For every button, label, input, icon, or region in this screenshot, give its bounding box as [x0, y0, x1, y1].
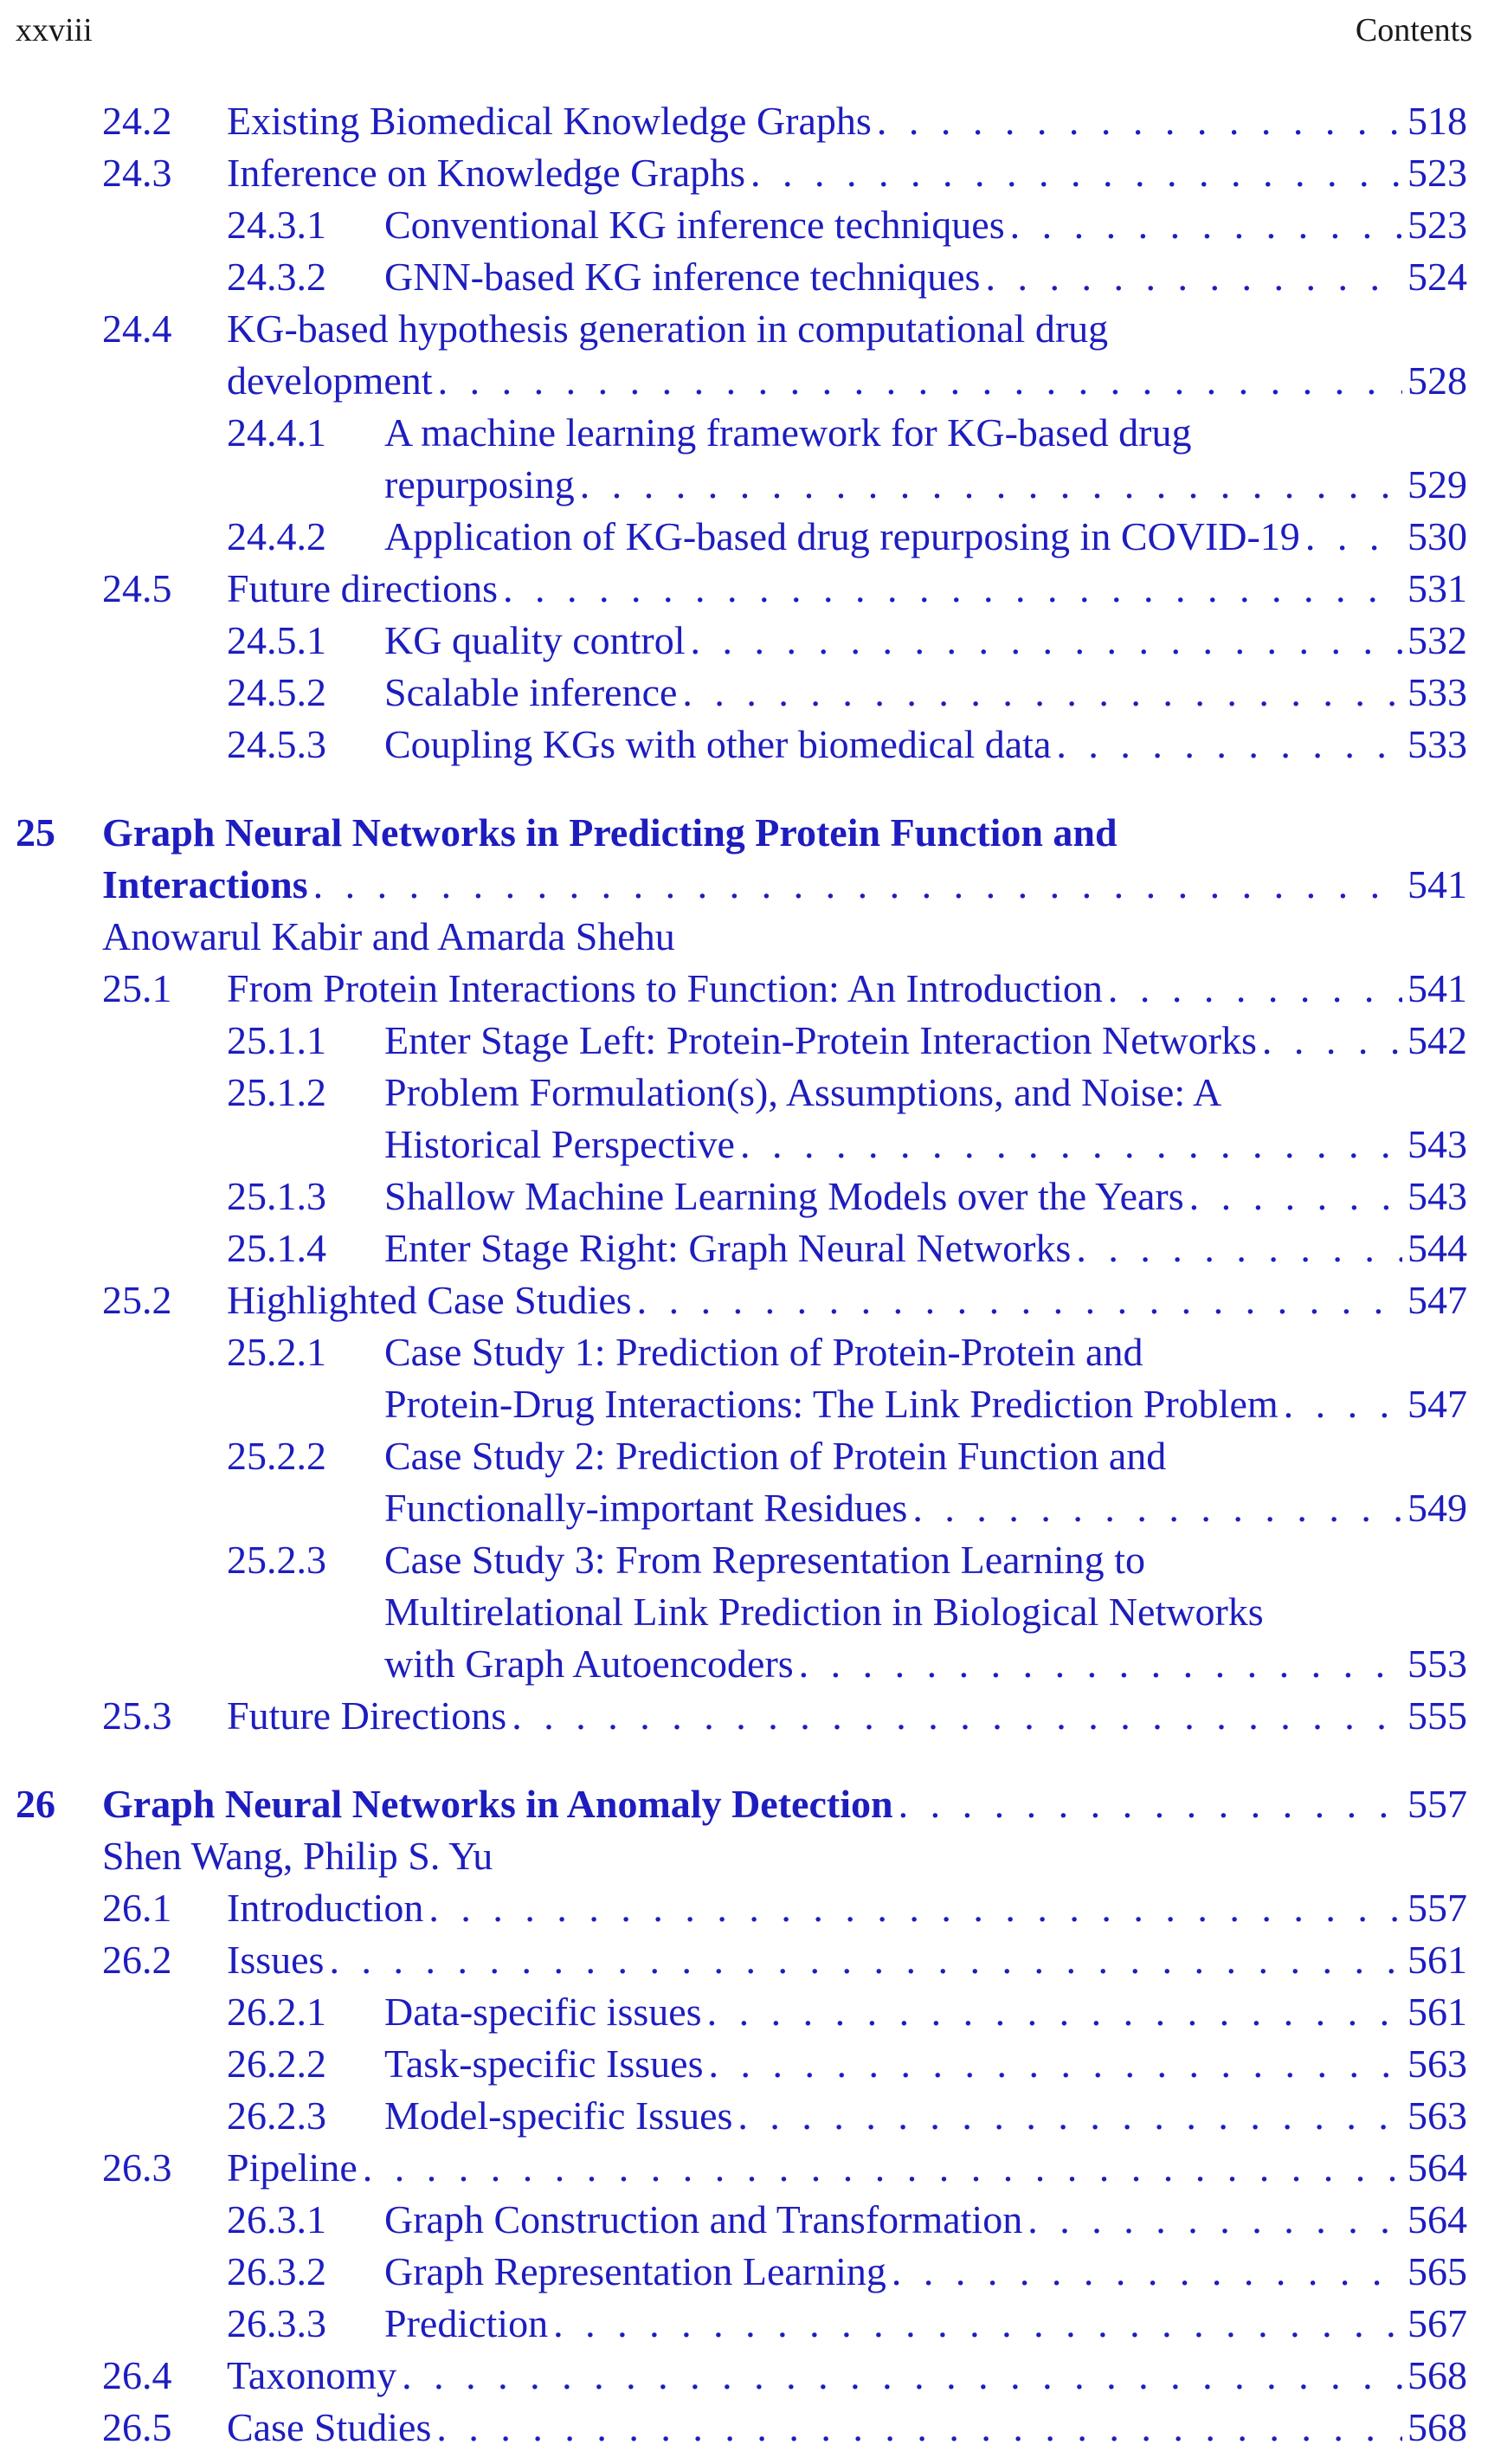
section-title: Future Directions — [227, 1693, 507, 1738]
toc-entry[interactable] — [227, 2038, 1467, 2090]
dot-leader — [1262, 1015, 1402, 1067]
page-ref: 565 — [1407, 2249, 1467, 2293]
chapter-entry[interactable] — [16, 807, 1467, 859]
page-ref: 544 — [1407, 1226, 1467, 1270]
page-ref: 523 — [1407, 203, 1467, 247]
page-ref: 532 — [1407, 618, 1467, 662]
dot-leader — [892, 2246, 1402, 2298]
section-title: Enter Stage Left: Protein-Protein Interaction Networks — [384, 1018, 1257, 1062]
section-number: 25.2.2 — [227, 1434, 326, 1478]
section-number: 26.4 — [102, 2353, 172, 2397]
dot-leader — [503, 563, 1402, 615]
dot-leader — [1284, 1378, 1402, 1430]
toc-entry[interactable] — [227, 1326, 1467, 1378]
dot-leader — [682, 667, 1402, 719]
running-title: Contents — [1355, 12, 1472, 48]
toc-entry[interactable] — [102, 1882, 1467, 1934]
section-title: repurposing — [384, 462, 575, 506]
dot-leader — [512, 1690, 1402, 1742]
section-number: 26.2.3 — [227, 2093, 326, 2138]
toc-entry[interactable] — [102, 2142, 1467, 2194]
section-number: 25.2.3 — [227, 1538, 326, 1582]
page-ref: 542 — [1407, 1018, 1467, 1062]
dot-leader — [738, 2090, 1402, 2142]
toc-entry-continuation[interactable] — [384, 1482, 1467, 1534]
toc-entry[interactable] — [102, 2350, 1467, 2402]
dot-leader — [1010, 199, 1402, 251]
section-title: Enter Stage Right: Graph Neural Networks — [384, 1226, 1072, 1270]
section-number: 25.1.1 — [227, 1018, 326, 1062]
dot-leader — [1076, 1222, 1402, 1274]
section-number: 24.3.1 — [227, 203, 326, 247]
section-title: Multirelational Link Prediction in Biological Networks — [384, 1590, 1264, 1634]
page-ref: 568 — [1407, 2405, 1467, 2449]
toc-entry-continuation[interactable] — [384, 459, 1467, 511]
toc-entry[interactable] — [102, 1274, 1467, 1326]
section-title: Coupling KGs with other biomedical data — [384, 722, 1052, 766]
section-title: Future directions — [227, 566, 498, 610]
section-title: Task-specific Issues — [384, 2042, 704, 2086]
toc-entry[interactable] — [227, 1222, 1467, 1274]
page-ref: 561 — [1407, 1938, 1467, 1982]
dot-leader — [740, 1119, 1402, 1171]
chapter-entry-continuation[interactable] — [102, 859, 1467, 911]
page-ref: 567 — [1407, 2301, 1467, 2345]
section-number: 26.3.2 — [227, 2249, 326, 2293]
toc-entry[interactable] — [227, 667, 1467, 719]
section-number: 24.4.2 — [227, 514, 326, 558]
page-ref: 557 — [1407, 1886, 1467, 1930]
page-ref: 524 — [1407, 255, 1467, 299]
section-title: Prediction — [384, 2301, 549, 2345]
section-number: 24.5.3 — [227, 722, 326, 766]
section-number: 25.1.3 — [227, 1174, 326, 1218]
page-ref: 543 — [1407, 1122, 1467, 1166]
chapter-title: Graph Neural Networks in Predicting Protein Function and — [102, 810, 1118, 855]
section-number: 26.1 — [102, 1886, 172, 1930]
section-number: 24.5 — [102, 566, 172, 610]
section-number: 24.4 — [102, 306, 172, 351]
section-number: 24.5.1 — [227, 618, 326, 662]
section-number: 24.3.2 — [227, 255, 326, 299]
section-title: Pipeline — [227, 2145, 358, 2190]
section-title: Highlighted Case Studies — [227, 1278, 632, 1322]
toc-entry[interactable] — [227, 2246, 1467, 2298]
section-title: Data-specific issues — [384, 1990, 702, 2034]
dot-leader — [1189, 1171, 1402, 1222]
section-number: 26.2.2 — [227, 2042, 326, 2086]
toc-entry[interactable] — [227, 719, 1467, 771]
section-number: 26.3.1 — [227, 2197, 326, 2241]
section-title: Taxonomy — [227, 2353, 397, 2397]
toc-entry[interactable] — [227, 251, 1467, 303]
page-ref: 547 — [1407, 1278, 1467, 1322]
section-number: 25.2.1 — [227, 1330, 326, 1374]
page-ref: 555 — [1407, 1693, 1467, 1738]
page-ref: 568 — [1407, 2353, 1467, 2397]
toc-entry[interactable] — [102, 303, 1467, 355]
section-title: Introduction — [227, 1886, 424, 1930]
toc-entry[interactable] — [102, 1690, 1467, 1742]
dot-leader — [707, 1986, 1402, 2038]
toc-entry[interactable] — [102, 2402, 1467, 2454]
section-title: Functionally-important Residues — [384, 1486, 908, 1530]
page-ref: 561 — [1407, 1990, 1467, 2034]
toc-entry[interactable] — [102, 95, 1467, 147]
section-title: Historical Perspective — [384, 1122, 735, 1166]
toc-entry[interactable] — [227, 1067, 1467, 1119]
toc-entry[interactable] — [227, 511, 1467, 563]
page-ref: 547 — [1407, 1382, 1467, 1426]
toc-entry-continuation[interactable] — [384, 1378, 1467, 1430]
dot-leader — [912, 1482, 1402, 1534]
section-title: From Protein Interactions to Function: An Introduction — [227, 966, 1103, 1010]
section-title: Application of KG-based drug repurposing in COVID-19 — [384, 514, 1300, 558]
dot-leader — [877, 95, 1402, 147]
toc-entry[interactable] — [102, 147, 1467, 199]
section-title: Graph Construction and Transformation — [384, 2197, 1023, 2241]
page-number: xxviii — [16, 12, 93, 48]
dot-leader — [329, 1934, 1402, 1986]
author-names: Anowarul Kabir and Amarda Shehu — [102, 914, 675, 958]
dot-leader — [313, 859, 1402, 911]
chapter-entry[interactable] — [16, 1778, 1467, 1830]
section-title: development — [227, 358, 433, 403]
page-ref: 533 — [1407, 722, 1467, 766]
section-title: Protein-Drug Interactions: The Link Prediction Problem — [384, 1382, 1279, 1426]
page-ref: 531 — [1407, 566, 1467, 610]
dot-leader — [438, 355, 1402, 407]
toc-entry[interactable] — [227, 1430, 1467, 1482]
dot-leader — [637, 1274, 1402, 1326]
section-title: Existing Biomedical Knowledge Graphs — [227, 99, 872, 143]
section-title: Conventional KG inference techniques — [384, 203, 1005, 247]
page-ref: 530 — [1407, 514, 1467, 558]
dot-leader — [553, 2298, 1402, 2350]
dot-leader — [580, 459, 1402, 511]
toc-entry[interactable] — [227, 1986, 1467, 2038]
dot-leader — [436, 2402, 1402, 2454]
section-title: Case Study 1: Prediction of Protein-Protein and — [384, 1330, 1143, 1374]
page-ref: 564 — [1407, 2197, 1467, 2241]
section-title: KG quality control — [384, 618, 686, 662]
section-number: 24.3 — [102, 151, 172, 195]
section-number: 24.5.2 — [227, 670, 326, 714]
page-ref: 528 — [1407, 358, 1467, 403]
page-ref: 563 — [1407, 2093, 1467, 2138]
toc-entry-continuation[interactable] — [384, 1638, 1467, 1690]
page-ref: 518 — [1407, 99, 1467, 143]
dot-leader — [1056, 719, 1402, 771]
section-title: Scalable inference — [384, 670, 678, 714]
chapter-number: 25 — [16, 810, 55, 855]
toc-entry[interactable] — [102, 1934, 1467, 1986]
section-title: GNN-based KG inference techniques — [384, 255, 981, 299]
chapter-authors — [102, 1830, 1467, 1882]
section-title: Graph Representation Learning — [384, 2249, 886, 2293]
running-head — [16, 9, 1472, 52]
section-number: 25.3 — [102, 1693, 172, 1738]
toc-entry[interactable] — [227, 1171, 1467, 1222]
dot-leader — [428, 1882, 1402, 1934]
section-title: Issues — [227, 1938, 325, 1982]
section-title: KG-based hypothesis generation in computational drug — [227, 306, 1109, 351]
section-title: A machine learning framework for KG-based drug — [384, 410, 1192, 455]
dot-leader — [691, 615, 1403, 667]
page-ref: 553 — [1407, 1642, 1467, 1686]
toc-entry[interactable] — [227, 2298, 1467, 2350]
page-ref: 564 — [1407, 2145, 1467, 2190]
toc-entry[interactable] — [227, 1534, 1467, 1586]
dot-leader — [709, 2038, 1403, 2090]
page-ref: 541 — [1407, 862, 1467, 906]
toc-entry[interactable] — [227, 407, 1467, 459]
toc-entry[interactable] — [227, 2194, 1467, 2246]
page-ref: 543 — [1407, 1174, 1467, 1218]
dot-leader — [799, 1638, 1402, 1690]
dot-leader — [402, 2350, 1402, 2402]
dot-leader — [1108, 963, 1402, 1015]
section-title: Shallow Machine Learning Models over the Years — [384, 1174, 1184, 1218]
section-title: Case Studies — [227, 2405, 432, 2449]
page-ref: 541 — [1407, 966, 1467, 1010]
toc-entry[interactable] — [227, 2090, 1467, 2142]
dot-leader — [363, 2142, 1402, 2194]
chapter-title: Graph Neural Networks in Anomaly Detection — [102, 1782, 893, 1826]
toc-entry-continuation[interactable] — [384, 1586, 1467, 1638]
toc-entry-continuation[interactable] — [227, 355, 1467, 407]
section-number: 26.3 — [102, 2145, 172, 2190]
section-number: 25.1.4 — [227, 1226, 326, 1270]
section-title: Model-specific Issues — [384, 2093, 733, 2138]
dot-leader — [1305, 511, 1402, 563]
section-number: 26.3.3 — [227, 2301, 326, 2345]
section-title: Inference on Knowledge Graphs — [227, 151, 746, 195]
page-ref: 529 — [1407, 462, 1467, 506]
page-ref: 523 — [1407, 151, 1467, 195]
chapter-title: Interactions — [102, 862, 308, 906]
dot-leader — [899, 1778, 1402, 1830]
section-title: Problem Formulation(s), Assumptions, and Noise: A — [384, 1070, 1222, 1114]
section-number: 25.1.2 — [227, 1070, 326, 1114]
dot-leader — [985, 251, 1402, 303]
toc-entry[interactable] — [102, 563, 1467, 615]
section-number: 26.2 — [102, 1938, 172, 1982]
dot-leader — [750, 147, 1402, 199]
toc-entry[interactable] — [102, 963, 1467, 1015]
section-title: Case Study 3: From Representation Learning to — [384, 1538, 1145, 1582]
page-ref: 549 — [1407, 1486, 1467, 1530]
dot-leader — [1027, 2194, 1402, 2246]
section-number: 24.2 — [102, 99, 172, 143]
page-ref: 563 — [1407, 2042, 1467, 2086]
toc-entry-continuation[interactable] — [384, 1119, 1467, 1171]
chapter-number: 26 — [16, 1782, 55, 1826]
author-names: Shen Wang, Philip S. Yu — [102, 1834, 493, 1878]
page-ref: 557 — [1407, 1782, 1467, 1826]
section-title: Case Study 2: Prediction of Protein Function and — [384, 1434, 1167, 1478]
section-title: with Graph Autoencoders — [384, 1642, 794, 1686]
toc-entry[interactable] — [227, 615, 1467, 667]
section-number: 24.4.1 — [227, 410, 326, 455]
section-number: 26.5 — [102, 2405, 172, 2449]
section-number: 26.2.1 — [227, 1990, 326, 2034]
section-number: 25.1 — [102, 966, 172, 1010]
page-ref: 533 — [1407, 670, 1467, 714]
chapter-authors — [102, 911, 1467, 963]
toc-entry[interactable] — [227, 199, 1467, 251]
toc-entry[interactable] — [227, 1015, 1467, 1067]
section-number: 25.2 — [102, 1278, 172, 1322]
